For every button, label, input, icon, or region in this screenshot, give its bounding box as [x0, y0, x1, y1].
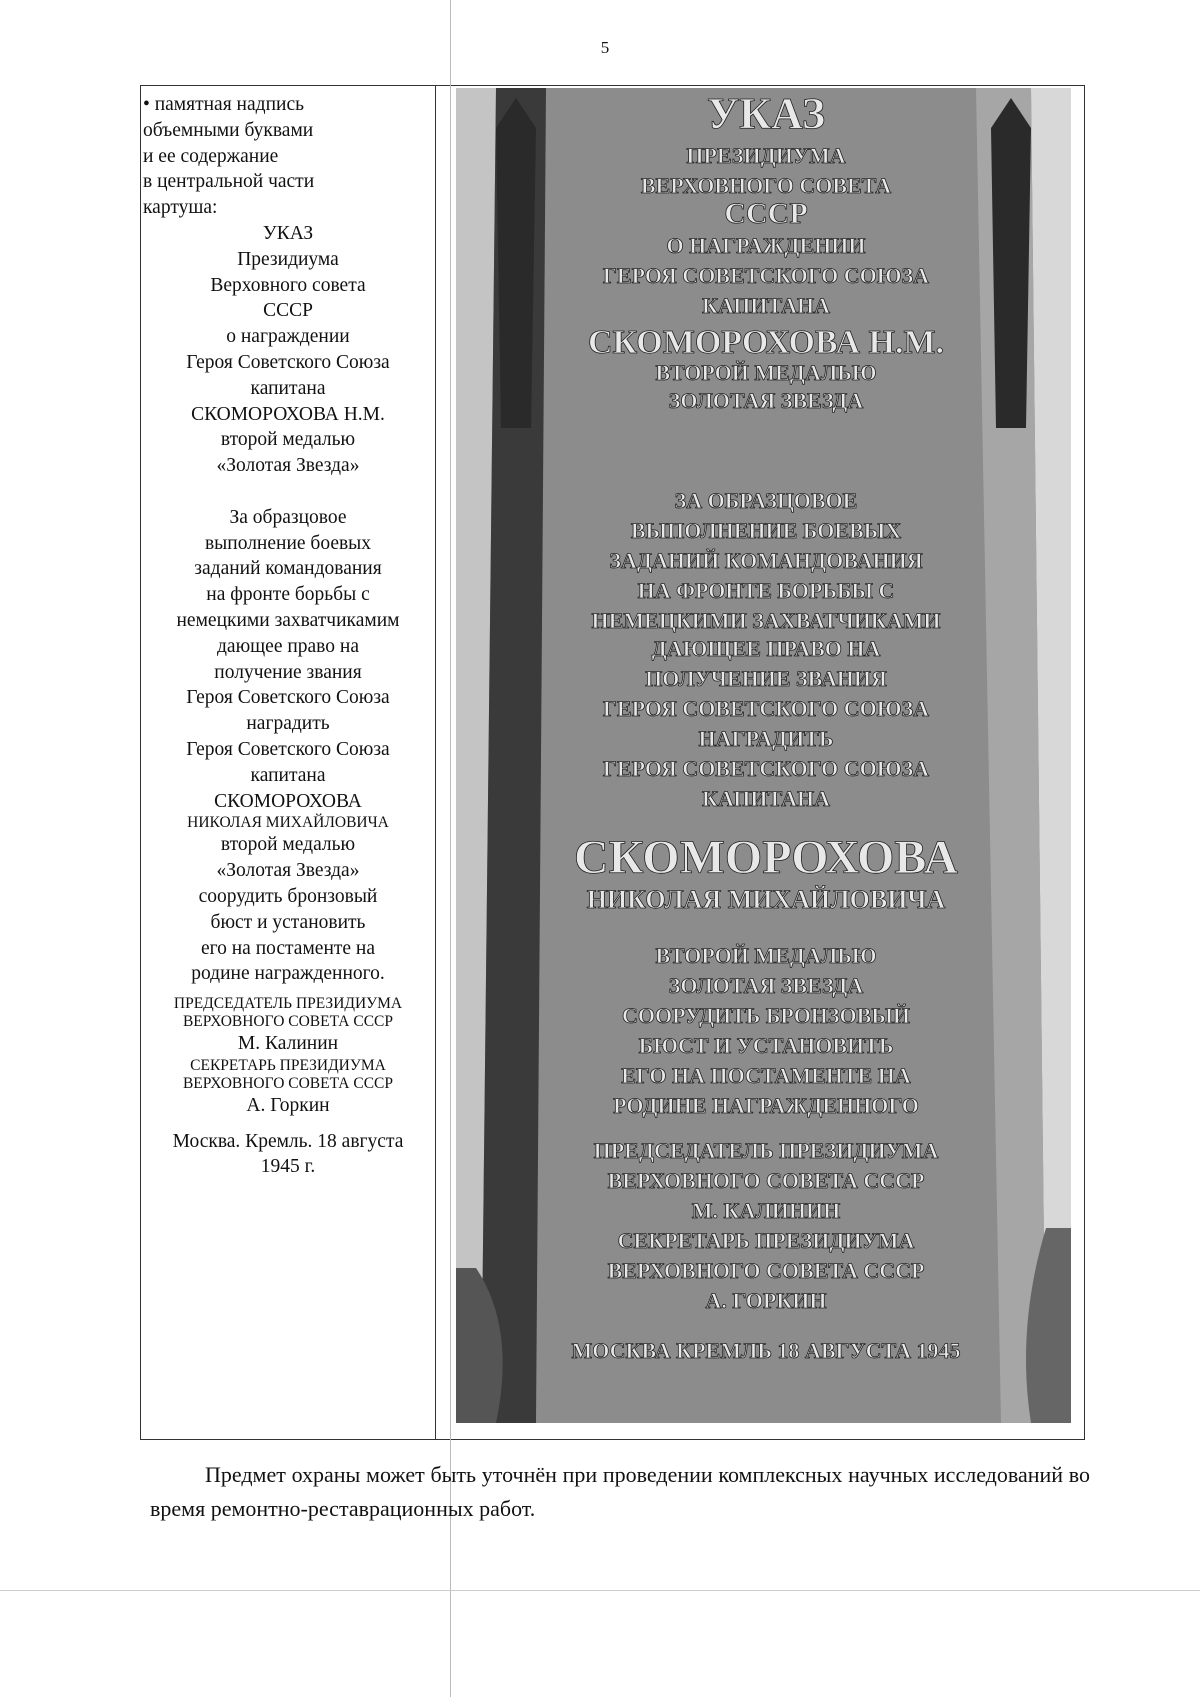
place-date: Москва. Кремль. 18 августа [172, 1130, 404, 1152]
inscription-line: ДАЮЩЕЕ ПРАВО НА [651, 636, 881, 661]
memorial-plaque-photo [456, 88, 1071, 1423]
text-line: Верховного совета [210, 274, 366, 296]
inscription-line: ВЕРХОВНОГО СОВЕТА СССР [607, 1168, 925, 1193]
inscription-line: ПРЕЗИДИУМА [686, 143, 846, 168]
inscription-line: ЗАДАНИЙ КОМАНДОВАНИЯ [609, 548, 923, 573]
inscription-line: ВЫПОЛНЕНИЕ БОЕВЫХ [630, 518, 902, 543]
inscription-line: СССР [724, 197, 808, 230]
text-line: получение звания [214, 661, 362, 683]
inscription-line: ВЕРХОВНОГО СОВЕТА [640, 173, 892, 198]
inscription-line: ПРЕДСЕДАТЕЛЬ ПРЕЗИДИУМА [593, 1138, 939, 1163]
inscription-line: О НАГРАЖДЕНИИ [666, 233, 866, 258]
place-date: 1945 г. [260, 1156, 316, 1178]
inscription-line: УКАЗ [706, 89, 826, 138]
text-line: капитана [250, 764, 326, 786]
inscription-line: ЗОЛОТАЯ ЗВЕЗДА [668, 388, 864, 413]
inscription-line: ВТОРОЙ МЕДАЛЬЮ [655, 943, 877, 968]
text-line: о награждении [226, 326, 350, 348]
inscription-line: НИКОЛАЯ МИХАЙЛОВИЧА [586, 885, 946, 914]
inscription-line: КАПИТАНА [702, 293, 830, 318]
text-line: картуша: [143, 197, 218, 219]
text-line: в центральной части [143, 171, 315, 193]
text-line: наградить [246, 713, 330, 735]
inscription-line: ГЕРОЯ СОВЕТСКОГО СОЮЗА [602, 696, 930, 721]
scan-artifact-line [450, 0, 451, 1697]
text-line: УКАЗ [262, 222, 314, 244]
inscription-line: НАГРАДИТЬ [698, 726, 834, 751]
text-line: СССР [263, 300, 313, 322]
text-line: соорудить бронзовый [198, 885, 378, 907]
secretary-name: А. Горкин [246, 1094, 330, 1116]
intro-text [141, 92, 435, 221]
text-line: объемными буквами [143, 119, 314, 141]
inscription-line: ВЕРХОВНОГО СОВЕТА СССР [607, 1258, 925, 1283]
inscription-line: СЕКРЕТАРЬ ПРЕЗИДИУМА [617, 1228, 915, 1253]
inscription-line: СООРУДИТЬ БРОНЗОВЫЙ [621, 1003, 911, 1028]
text-line: СКОМОРОХОВА [214, 790, 362, 812]
description-column [141, 86, 436, 1439]
text-line: родине награжденного. [191, 963, 385, 985]
chairman-name: М. Калинин [237, 1033, 339, 1055]
text-line: «Золотая Звезда» [216, 455, 360, 477]
name-line: НИКОЛАЯ МИХАЙЛОВИЧА [187, 814, 389, 832]
inscription-line: ПОЛУЧЕНИЕ ЗВАНИЯ [645, 666, 887, 691]
inscription-line: ЕГО НА ПОСТАМЕНТЕ НА [621, 1063, 911, 1088]
inscription-line: А. ГОРКИН [705, 1288, 827, 1313]
text-line: немецкими захватчикамим [176, 609, 400, 631]
chairman-title: ВЕРХОВНОГО СОВЕТА СССР [182, 1013, 394, 1031]
inscription-line: КАПИТАНА [702, 786, 830, 811]
text-line: Героя Советского Союза [186, 738, 390, 760]
inscription-line: НА ФРОНТЕ БОРЬБЫ С [637, 578, 895, 603]
inscription-line: РОДИНЕ НАГРАЖДЕННОГО [613, 1093, 919, 1118]
inscription-line: СКОМОРОХОВА [573, 831, 959, 884]
text-line: второй медалью [220, 429, 356, 451]
inscription-line: МОСКВА КРЕМЛЬ 18 АВГУСТА 1945 [571, 1338, 961, 1363]
inscription-line: ВТОРОЙ МЕДАЛЬЮ [655, 360, 877, 385]
inscription-line: М. КАЛИНИН [691, 1198, 841, 1223]
inscription-line: НЕМЕЦКИМИ ЗАХВАТЧИКАМИ [591, 608, 941, 633]
text-line: Героя Советского Союза [186, 351, 390, 373]
chairman-title: ПРЕДСЕДАТЕЛЬ ПРЕЗИДИУМА [173, 995, 403, 1013]
text-line: Героя Советского Союза [186, 687, 390, 709]
text-line: дающее право на [217, 635, 359, 657]
text-line: СКОМОРОХОВА Н.М. [191, 403, 385, 425]
secretary-title: ВЕРХОВНОГО СОВЕТА СССР [182, 1074, 394, 1092]
text-line: его на постаменте на [200, 937, 376, 959]
text-line: «Золотая Звезда» [216, 860, 360, 882]
text-line: выполнение боевых [204, 532, 372, 554]
inscription-line: ГЕРОЯ СОВЕТСКОГО СОЮЗА [602, 263, 930, 288]
text-line: Президиума [237, 248, 339, 270]
text-line: • памятная надпись [143, 94, 304, 115]
text-line: второй медалью [220, 834, 356, 856]
description-table [140, 85, 1085, 1440]
text-line: бюст и установить [210, 911, 366, 933]
inscription-line: БЮСТ И УСТАНОВИТЬ [638, 1033, 894, 1058]
inscription-line: ЗОЛОТАЯ ЗВЕЗДА [668, 973, 864, 998]
inscription-line: ГЕРОЯ СОВЕТСКОГО СОЮЗА [602, 756, 930, 781]
inscription-line: СКОМОРОХОВА Н.М. [587, 324, 945, 361]
scan-artifact-line [0, 1590, 1200, 1591]
decree-text [141, 221, 435, 1180]
footer-paragraph: Предмет охраны может быть уточнён при проведении комплексных научных исследований во время ремонтно-реставрационных работ. [150, 1462, 1090, 1521]
text-line: За образцовое [229, 506, 347, 528]
secretary-title: СЕКРЕТАРЬ ПРЕЗИДИУМА [190, 1056, 386, 1074]
text-line: заданий командования [194, 558, 382, 580]
inscription-line: ЗА ОБРАЗЦОВОЕ [674, 488, 858, 513]
text-line: на фронте борьбы с [206, 584, 370, 606]
text-line: капитана [250, 377, 326, 399]
text-line: и ее содержание [143, 145, 279, 167]
page-number: 5 [600, 38, 610, 57]
